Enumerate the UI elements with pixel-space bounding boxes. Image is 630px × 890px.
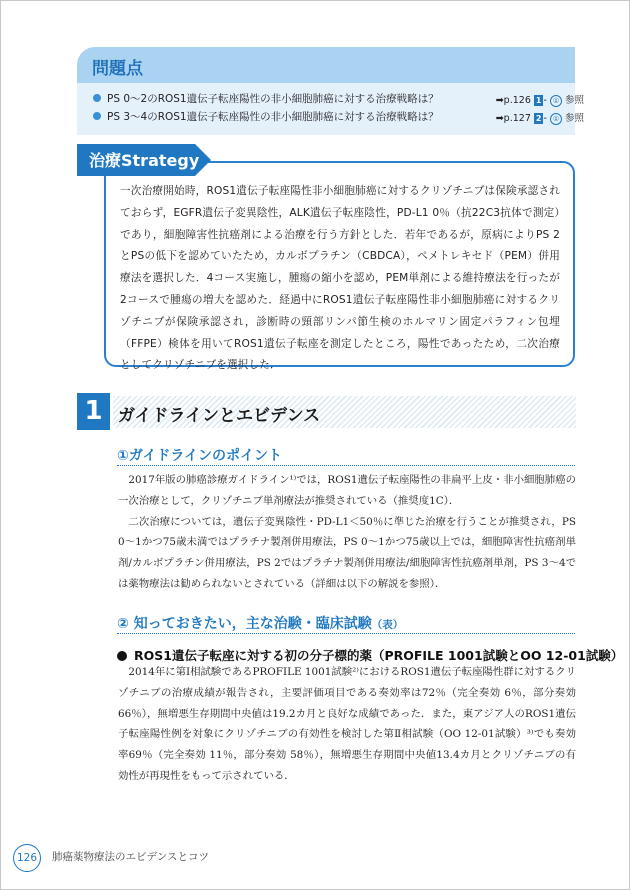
problem-item: PS 3〜4のROS1遺伝子転座陽性の非小細胞肺癌に対する治療戦略は？ <box>93 109 439 124</box>
paragraph: 2017年版の肺癌診療ガイドライン¹⁾では，ROS1遺伝子転座陽性の非扁平上皮・非小細胞肺癌の一次治療として，クリゾチニブ単剤療法が推奨されている（推奨度1C）． <box>118 474 576 507</box>
problem-item: PS 0〜2のROS1遺伝子転座陽性の非小細胞肺癌に対する治療戦略は？ <box>93 91 439 106</box>
problem-title: 問題点 <box>92 59 143 79</box>
trial-body <box>118 662 576 787</box>
strategy-text: 一次治療開始時，ROS1遺伝子転座陽性非小細胞肺癌に対するクリゾチニブは保険承認されておらず，EGFR遺伝子変異陰性，ALK遺伝子転座陰性，PD-L1 0％（抗22C3抗体で測定）であり，細胞障害性抗癌剤による治療を行う方針とした．若年であるが，原病によりPS 2とPSの低下を認めていたため，カルボプラチン（CBDCA），ペメトレキセド（PEM）併用療法を選択した．4コース実施し，腫瘍の縮小を認め，PEM単剤による維持療法を行ったが2コースで腫瘍の増大を認めた．経過中にROS1遺伝子転座陽性非小細胞肺癌に対するクリゾチニブが保険承認され，診断時の頸部リンパ節生検のホルマリン固定パラフィン包埋（FFPE）検体を用いてROS1遺伝子転座を測定したところ，陽性であったため，二次治療としてクリゾチニブを選択した． <box>120 185 560 372</box>
subsection-title: ② 知っておきたい，主な治験・臨床試験（表） <box>117 616 404 632</box>
page-number: 126 <box>13 844 41 872</box>
paragraph: 2014年に第Ⅰ相試験であるPROFILE 1001試験²⁾におけるROS1遺伝子転座陽性群に対するクリゾチニブの治療成績が報告され，主要評価項目である奏効率は72％（完全奏効 6％，部分奏効 66％），無増悪生存期間中央値は19.2カ月と良好な成績であった．また，東アジア人のROS1遺伝子転座陽性例を対象にクリゾチニブの有効性を検討した第Ⅱ相試験（OO 12-01試験）³⁾でも奏効率69％（完全奏効 11％，部分奏効 58％），無増悪生存期間中央値13.4カ月とクリゾチニブの有効性が再現性をもって示されている． <box>118 666 576 782</box>
problem-ref-link[interactable]: ➡p.126 1 - ① 参照 <box>495 95 584 106</box>
guideline-body <box>118 470 576 595</box>
strategy-label: 治療Strategy <box>89 151 200 170</box>
trial-heading: ROS1遺伝子転座に対する初の分子標的薬（PROFILE 1001試験とOO 12-01試験） <box>117 646 623 664</box>
strategy-tab <box>77 144 211 176</box>
subsection-divider <box>117 633 575 634</box>
bullet-icon <box>93 94 101 102</box>
problem-header <box>77 47 575 83</box>
footer-title: 肺癌薬物療法のエビデンスとコツ <box>52 851 209 863</box>
subsection-title: ①ガイドラインのポイント <box>117 448 283 464</box>
problem-ref-link[interactable]: ➡p.127 2 - ① 参照 <box>495 113 584 124</box>
subsection-divider <box>117 465 575 466</box>
paragraph: 二次治療については，遺伝子変異陰性・PD-L1＜50％に準じた治療を行うことが推奨され，PS 0〜1かつ75歳未満ではプラチナ製剤併用療法，PS 0〜1かつ75歳以上では，細胞障害性抗癌剤単剤/カルボプラチン併用療法，PS 2ではプラチナ製剤併用療法/細胞障害性抗癌剤単剤，PS 3〜4では薬物療法は勧められないとされている（詳細は以下の解説を参照）． <box>118 515 576 590</box>
section-title: ガイドラインとエビデンス <box>118 406 321 426</box>
bullet-icon <box>93 112 101 120</box>
section-number: 1 <box>77 393 110 430</box>
bullet-icon <box>117 651 127 661</box>
